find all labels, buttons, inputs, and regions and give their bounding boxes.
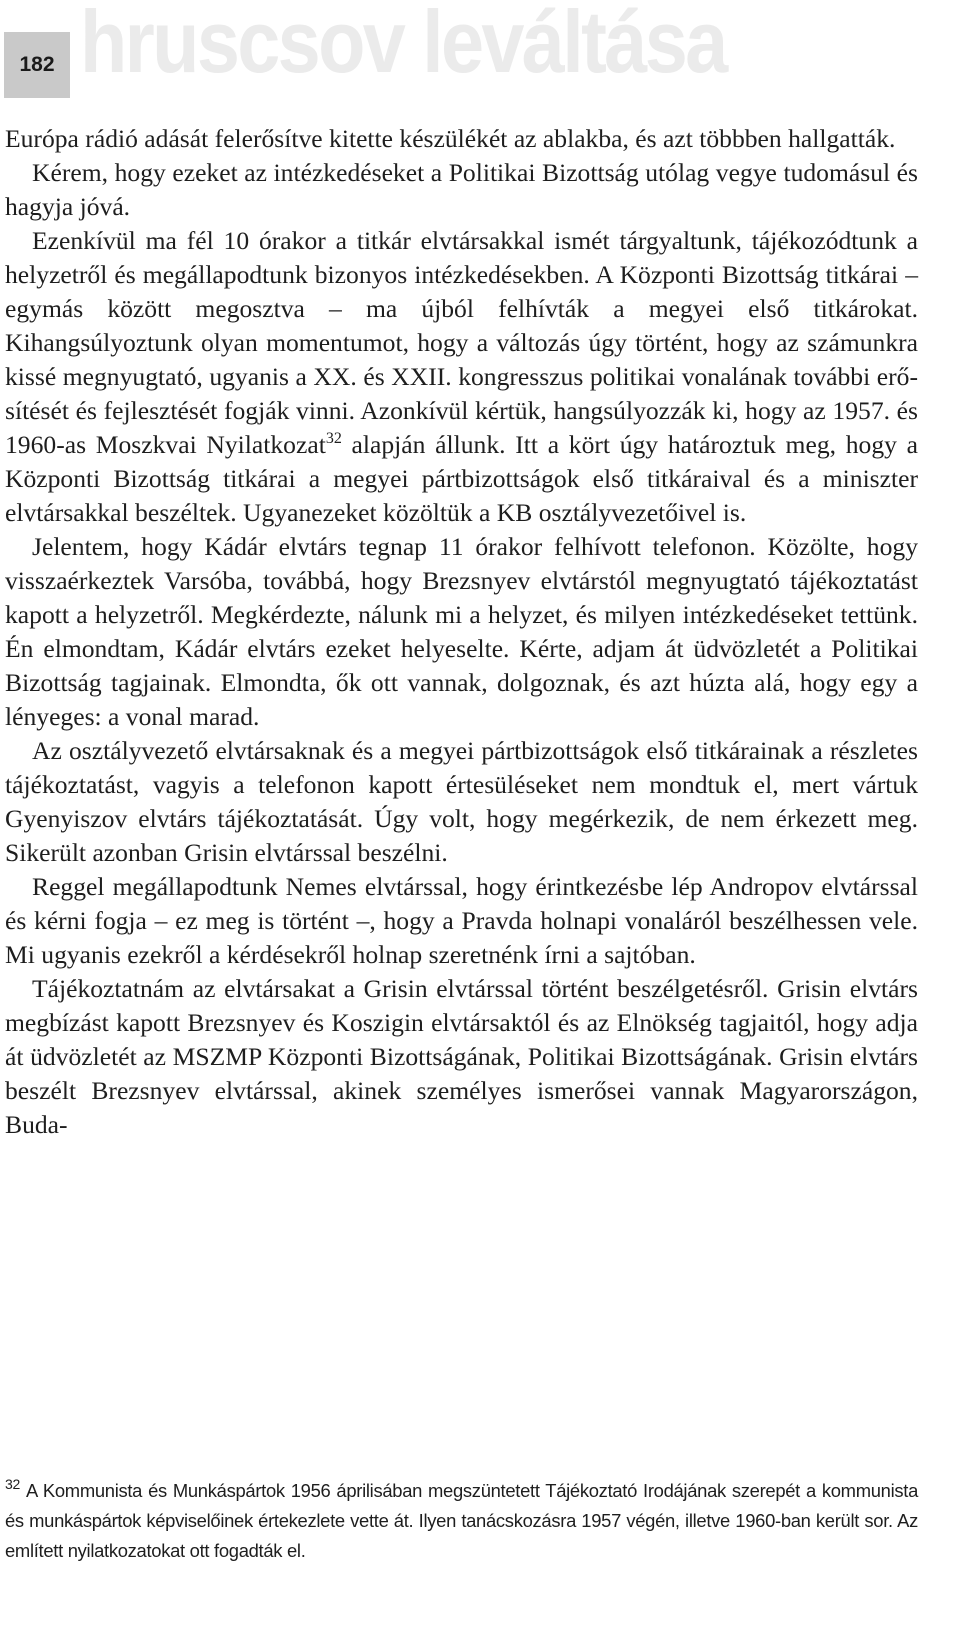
footnote-reference: 32: [325, 430, 342, 447]
paragraph-3-part-b: alapján állunk. Itt a kört úgy határoztuk meg, hogy a Központi Bizottság titkárai a megyei pártbizottságok első titkáraival és a miniszter elvtársakkal beszéltek. Ugyanezeket közöltük a KB osztályvezetőivel is.: [5, 430, 918, 527]
paragraph-5: Az osztályvezető elvtársaknak és a megyei pártbizottságok első titkárainak a részletes tájékoztatást, vagyis a telefonon kapott értesüléseket nem mondtuk el, mert vártuk Gyenyiszov elvtárs tájékoztatását. Úgy volt, hogy megérkezik, de nem érkezett meg. Sikerült azonban Grisin elvtárssal beszélni.: [5, 736, 918, 867]
paragraph-7: Tájékoztatnám az elvtársakat a Grisin elvtárssal történt beszélgetésről. Grisin elvtárs megbízást kapott Brezsnyev és Koszigin elvtársaktól és az Elnökség tagjaitól, hogy adja át üdvözletét az MSZMP Központi Bizottságának, Politikai Bizottságának. Grisin elvtárs beszélt Brezsnyev elvtárssal, akinek személyes ismerősei vannak Magyarországon, Buda-: [5, 974, 918, 1139]
paragraph-2: Kérem, hogy ezeket az intézkedéseket a Politikai Bizottság utólag vegye tudomásul és hagyja jóvá.: [5, 158, 918, 221]
paragraph-3: [5, 224, 918, 530]
paragraph-1: Európa rádió adását felerősítve kitette készülékét az ablakba, és azt többben hallgatták.: [5, 124, 896, 153]
body-text: [5, 122, 918, 1142]
footnote: [5, 1476, 918, 1566]
footnote-text: A Kommunista és Munkáspártok 1956 áprilisában megszüntetett Tájékoztató Irodájának szerepét a kommunista és munkáspártok képviselőinek értekezlete vette át. Ilyen tanácskozásra 1957 végén, illetve 1960-ban került sor. Az említett nyilatkozatokat ott fogadták el.: [5, 1480, 918, 1561]
paragraph-3-part-a: Ezenkívül ma fél 10 órakor a titkár elvtársakkal ismét tárgyaltunk, tájékozódtunk a helyzetről és megállapodtunk bizonyos intézkedésekben. A Központi Bizottság titkárai – egymás között megosztva – ma újból felhívták a megyei első titkárokat. Kihangsúlyoztunk olyan momentumot, hogy a változás úgy történt, hogy az számunkra kissé megnyugtató, ugyanis a XX. és XXII. kongresszus politikai vonalának további erősítését és fejlesztését fogják vinni. Azonkívül kértük, hangsúlyozzák ki, hogy az 1957. és 1960-as Moszkvai Nyilatkozat: [5, 226, 918, 459]
footnote-marker: 32: [5, 1476, 20, 1492]
page-number-text: 182: [19, 53, 55, 76]
page-number: [4, 32, 70, 98]
paragraph-4: Jelentem, hogy Kádár elvtárs tegnap 11 órakor felhívott telefonon. Közölte, hogy visszaérkeztek Varsóba, továbbá, hogy Brezsnyev elvtárstól megnyugtató tájékoztatást kapott a helyzetről. Megkérdezte, nálunk mi a helyzet, és milyen intézkedéseket tettünk. Én elmondtam, Kádár elvtárs ezeket helyeselte. Kérte, adjam át üdvözletét a Politikai Bizottság tagjainak. Elmondta, ők ott vannak, dolgoznak, és azt húzta alá, hogy egy a lényeges: a vonal marad.: [5, 532, 918, 731]
running-title: hruscsov leváltása: [80, 0, 726, 91]
paragraph-6: Reggel megállapodtunk Nemes elvtárssal, hogy érintkezésbe lép Andropov elvtárssal és kérni fogja – ez meg is történt –, hogy a Pravda holnapi vonaláról beszélhessen vele. Mi ugyanis ezekről a kérdésekről holnap szeretnénk írni a sajtóban.: [5, 872, 918, 969]
